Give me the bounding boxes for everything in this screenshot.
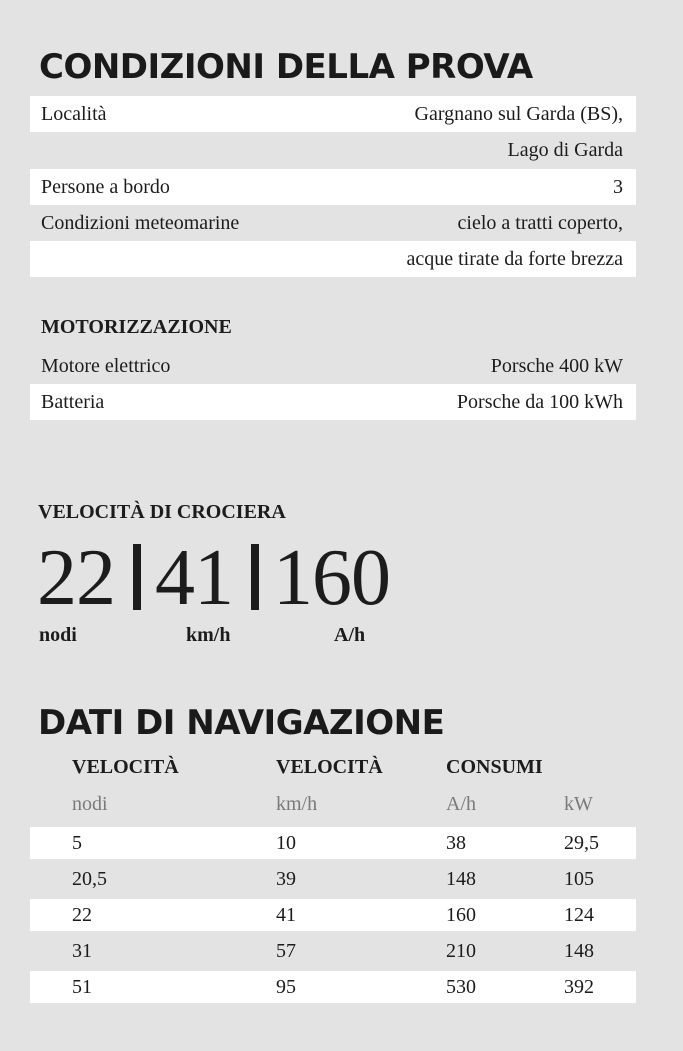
table-cell: 392 xyxy=(564,976,594,998)
separator xyxy=(251,544,259,610)
conditions-title: CONDIZIONI DELLA PROVA xyxy=(39,47,533,87)
table-cell: 105 xyxy=(564,868,594,890)
row-label: Motore elettrico xyxy=(41,355,171,377)
row-label: Batteria xyxy=(41,391,105,413)
table-cell: 530 xyxy=(446,976,476,998)
table-cell: 210 xyxy=(446,940,476,962)
row-label: Condizioni meteomarine xyxy=(41,212,240,234)
table-cell: 10 xyxy=(276,832,296,854)
table-cell: 51 xyxy=(72,976,92,998)
table-cell: 31 xyxy=(72,940,92,962)
table-cell: 5 xyxy=(72,832,82,854)
conditions-row-weather xyxy=(30,205,636,241)
engine-row-battery xyxy=(30,384,636,420)
table-cell: 95 xyxy=(276,976,296,998)
cruise-unit-kmh: km/h xyxy=(186,624,231,646)
table-cell: 148 xyxy=(446,868,476,890)
table-row xyxy=(30,863,636,895)
cruise-values xyxy=(37,536,390,620)
table-cell: 39 xyxy=(276,868,296,890)
table-cell: 38 xyxy=(446,832,466,854)
engine-title: MOTORIZZAZIONE xyxy=(41,316,232,338)
table-unit-knots: nodi xyxy=(72,793,108,815)
table-row xyxy=(30,935,636,967)
row-value: acque tirate da forte brezza xyxy=(406,248,623,270)
separator xyxy=(133,544,141,610)
conditions-row-weather-cont xyxy=(30,241,636,277)
conditions-row-location-cont xyxy=(30,132,636,168)
table-cell: 124 xyxy=(564,904,594,926)
table-cell: 22 xyxy=(72,904,92,926)
table-header-speed-kmh: VELOCITÀ xyxy=(276,756,383,778)
cruise-unit-knots: nodi xyxy=(39,624,77,646)
table-header-speed-knots: VELOCITÀ xyxy=(72,756,179,778)
row-value: cielo a tratti coperto, xyxy=(457,212,623,234)
table-cell: 29,5 xyxy=(564,832,599,854)
conditions-row-location xyxy=(30,96,636,132)
table-header-consumption: CONSUMI xyxy=(446,756,543,778)
table-unit-ah: A/h xyxy=(446,793,476,815)
navigation-title: DATI DI NAVIGAZIONE xyxy=(38,703,445,743)
cruise-unit-ah: A/h xyxy=(334,624,366,646)
table-cell: 41 xyxy=(276,904,296,926)
row-label: Località xyxy=(41,103,107,125)
row-value: 3 xyxy=(613,176,623,198)
cruise-title: VELOCITÀ DI CROCIERA xyxy=(38,501,286,523)
cruise-speed-knots: 22 xyxy=(37,534,115,622)
engine-row-motor xyxy=(30,348,636,384)
cruise-consumption: 160 xyxy=(273,534,390,622)
row-value: Lago di Garda xyxy=(507,139,623,161)
table-cell: 148 xyxy=(564,940,594,962)
table-unit-kmh: km/h xyxy=(276,793,318,815)
table-row xyxy=(30,971,636,1003)
row-value: Gargnano sul Garda (BS), xyxy=(414,103,623,125)
table-cell: 57 xyxy=(276,940,296,962)
row-value: Porsche 400 kW xyxy=(490,355,623,377)
table-unit-kw: kW xyxy=(564,793,593,815)
table-row xyxy=(30,899,636,931)
conditions-row-persons xyxy=(30,169,636,205)
table-cell: 20,5 xyxy=(72,868,107,890)
row-value: Porsche da 100 kWh xyxy=(456,391,623,413)
table-cell: 160 xyxy=(446,904,476,926)
table-row xyxy=(30,827,636,859)
row-label: Persone a bordo xyxy=(41,176,170,198)
cruise-speed-kmh: 41 xyxy=(155,534,233,622)
